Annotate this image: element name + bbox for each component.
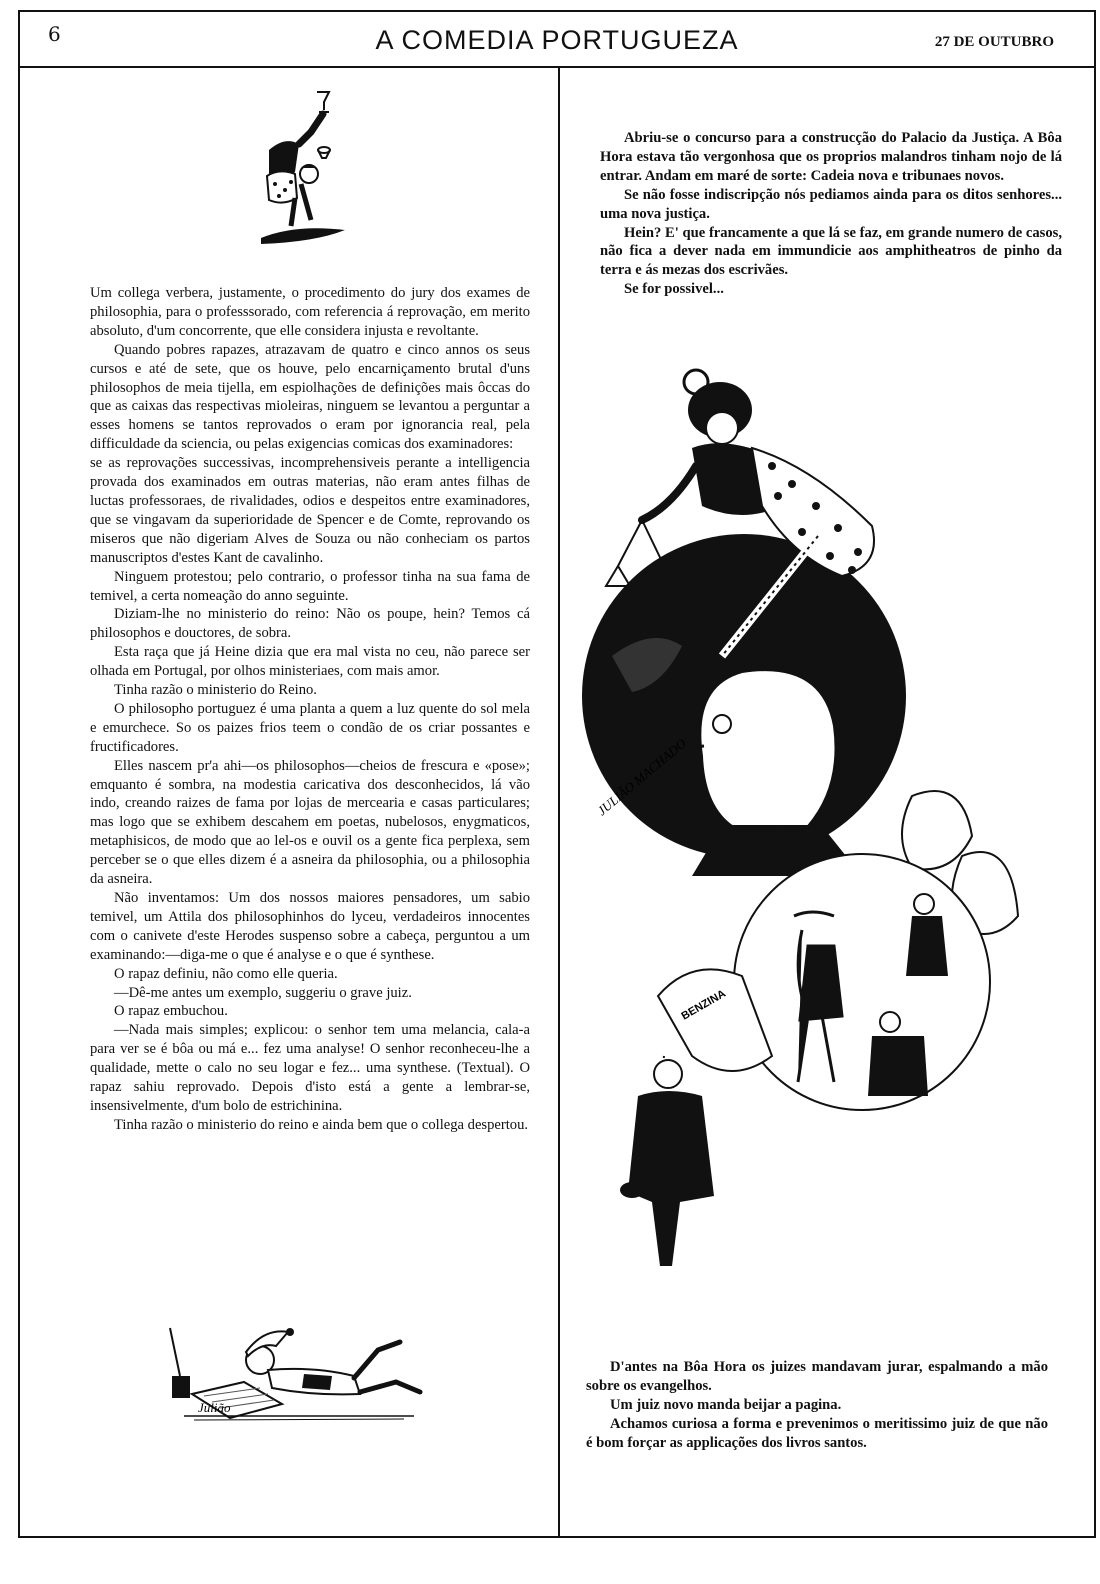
- paragraph: se as reprovações successivas, incomprehensiveis perante a intelligencia provada dos examinados em outras materias, não eram antes filhas de luctas professoraes, de rivalidades, odios e despeitos entre examinadores, que se vingavam da superioridade de Spencer e de Comte, reprovando os miseros que não digeriam Alves de Souza ou não conheciam os partos manuscriptos d'estes Kant de cavalinho.: [90, 455, 530, 566]
- right-bottom-article: [586, 1358, 1048, 1453]
- caricature-illustration: [572, 356, 1072, 1296]
- paragraph: O philosopho portuguez é uma planta a quem a luz quente do sol mela e emurchece. So os paizes frios teem o condão de os criar possantes e fructificadores.: [90, 700, 530, 755]
- paragraph: Ninguem protestou; pelo contrario, o professor tinha na sua fama de temivel, a certa nomeação do anno seguinte.: [90, 568, 530, 604]
- paragraph: Um collega verbera, justamente, o procedimento do jury dos exames de philosophia, para o professsorado, com referencia á reprovação, em merito absoluto, d'um concorrente, que elle considera injusta e revoltante.: [90, 285, 530, 339]
- bottle-label: BENZINA: [679, 987, 728, 1023]
- paragraph: Diziam-lhe no ministerio do reino: Não os poupe, hein? Temos cá philosophos e douctores, de sobra.: [90, 606, 530, 642]
- artist-signature: JULIÃO MACHADO: [594, 735, 689, 819]
- page-number: 6: [48, 22, 61, 46]
- paragraph: Elles nascem pr'a ahi—os philosophos—cheios de frescura e «pose»; emquanto é sombra, na modestia caricativa dos desconhecidos, lá vão indo, creando raizes de fama por lojas de mercearia e casas particulares; mas logo que se exhibem descahem em poetas, nubelosos, enygmaticos, metaphisicos, de modo que ao lel-os e ouvil os a gente fica perplexa, sem perceber se o que elles dizem é a asneira da philosophia, ou a philosophia da asneira.: [90, 757, 530, 888]
- paragraph: Tinha razão o ministerio do Reino.: [114, 682, 317, 699]
- paragraph: Achamos curiosa a forma e prevenimos o meritissimo juiz de que não é bom forçar as applicações dos livros santos.: [586, 1415, 1048, 1451]
- right-top-article: [600, 129, 1062, 299]
- page-header: [20, 12, 1094, 68]
- paragraph: Se não fosse indiscripção nós pediamos ainda para os ditos senhores... uma nova justiça.: [600, 186, 1062, 222]
- paragraph: Tinha razão o ministerio do reino e ainda bem que o collega despertou.: [114, 1116, 529, 1133]
- paragraph: O rapaz embuchou.: [114, 1003, 228, 1020]
- small-signature: Julião: [198, 1400, 231, 1415]
- newspaper-title: A COMEDIA PORTUGUEZA: [375, 25, 739, 55]
- paragraph: Esta raça que já Heine dizia que era mal vista no ceu, não parece ser olhada em Portugal, por olhos ministeriaes, com mais amor.: [90, 644, 530, 680]
- paragraph: Quando pobres rapazes, atrazavam de quatro e cinco annos os seus cursos e até de sete, que os houve, pelo encarniçamento brutal d'uns philosophos de meia tijella, em espiolhações de definições mais ôccas do que as caixas das respectivas mioleiras, ninguem se levantou a perguntar a esses homens se tantos reprovados o eram por ignorancia real, pela difficuldade da sciencia, ou pelas exigencias comicas dos examinadores:: [90, 341, 530, 453]
- paragraph: Hein? E' que francamente a que lá se faz, em grande numero de casos, não fica a dever nada em immundicie aos amphitheatros de pinho da terra e ás mezas dos escrivães.: [600, 224, 1062, 279]
- paragraph: O rapaz definiu, não como elle queria.: [114, 965, 338, 982]
- reading-figure-illustration: [164, 1322, 430, 1422]
- paragraph: —Dê-me antes um exemplo, suggeriu o grave juiz.: [114, 984, 412, 1001]
- paragraph: Se for possivel...: [624, 281, 724, 298]
- paragraph: Um juiz novo manda beijar a pagina.: [610, 1396, 842, 1413]
- paragraph: D'antes na Bôa Hora os juizes mandavam jurar, espalmando a mão sobre os evangelhos.: [586, 1359, 1048, 1394]
- paragraph: —Nada mais simples; explicou: o senhor tem uma melancia, cala-a para ver se é bôa ou má e... fez uma analyse! O senhor reconheceu-lhe a qualidade, mette o calo no seu logar e fez... uma synthese. (Textual). O rapaz sahiu reprovado. Depois d'isto está a gente a lembrar-se, insensivelmente, d'um bolo de estrichinina.: [90, 1022, 530, 1114]
- paragraph: Abriu-se o concurso para a construcção do Palacio da Justiça. A Bôa Hora estava tão vergonhosa que os proprios malandros tinham nojo de lá entrar. Andam em maré de sorte: Cadeia nova e tribunaes novos.: [600, 130, 1062, 184]
- column-divider: [558, 68, 560, 1536]
- paragraph: Não inventamos: Um dos nossos maiores pensadores, um sabio temivel, um Attila dos philosophinhos do lyceu, verdadeiros innocentes com o canivete d'este Herodes suspenso sobre a cabeça, perguntou a um examinando:—diga-me o que é analyse e o que é synthese.: [90, 890, 530, 963]
- issue-date: 27 DE OUTUBRO: [934, 34, 1054, 50]
- acrobat-illustration: [255, 88, 355, 252]
- left-article: [90, 284, 530, 1135]
